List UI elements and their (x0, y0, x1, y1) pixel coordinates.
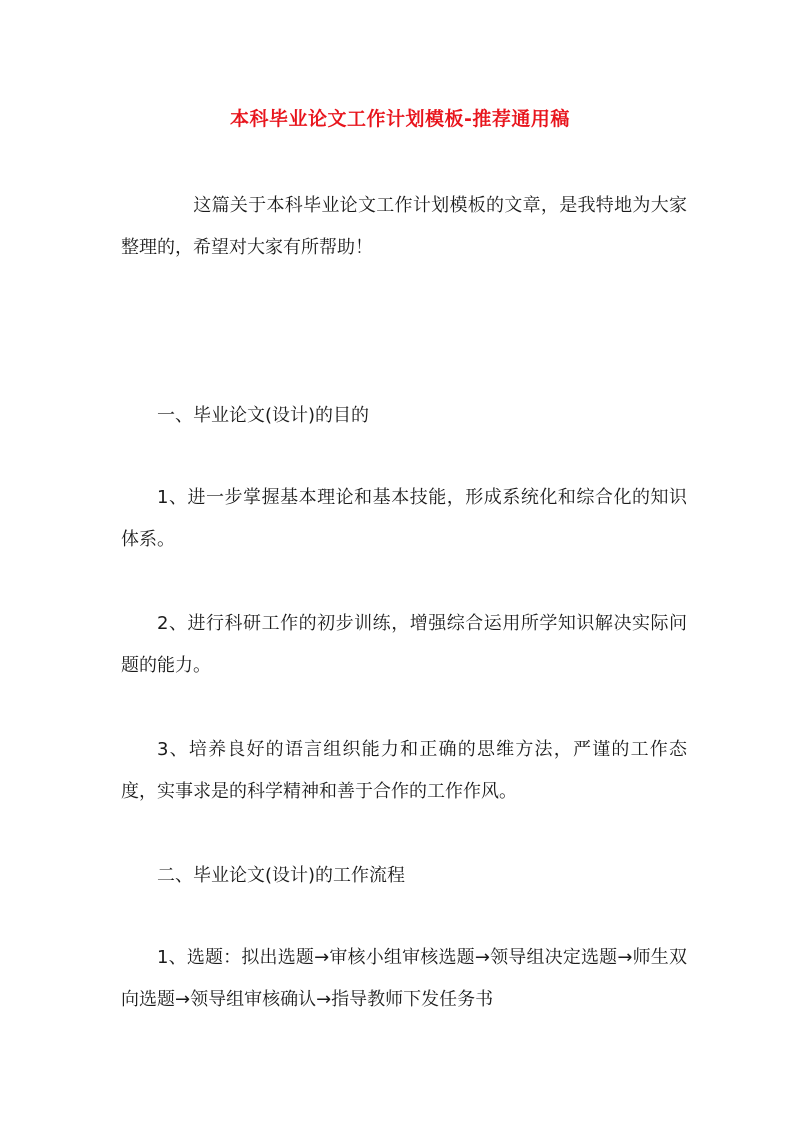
section-heading-text: 一、毕业论文(设计)的目的 (157, 405, 370, 426)
list-item (121, 477, 687, 561)
list-item-text: 1、进一步掌握基本理论和基本技能，形成系统化和综合化的知识体系。 (121, 487, 687, 550)
list-item (121, 729, 687, 813)
intro-text: 这篇关于本科毕业论文工作计划模板的文章，是我特地为大家整理的，希望对大家有所帮助！ (121, 195, 687, 258)
list-item-text: 3、培养良好的语言组织能力和正确的思维方法，严谨的工作态度，实事求是的科学精神和善于合作的工作作风。 (121, 739, 687, 802)
document-title: 本科毕业论文工作计划模板-推荐通用稿 (230, 108, 570, 130)
list-item (121, 603, 687, 687)
list-item (121, 937, 687, 1021)
list-item-text: 2、进行科研工作的初步训练，增强综合运用所学知识解决实际问题的能力。 (121, 613, 687, 676)
list-item-text: 1、选题：拟出选题→审核小组审核选题→领导组决定选题→师生双向选题→领导组审核确认→指导教师下发任务书 (121, 947, 687, 1010)
section-heading-workflow (121, 855, 687, 897)
section-heading-purpose (121, 395, 687, 437)
section-heading-text: 二、毕业论文(设计)的工作流程 (157, 865, 406, 886)
intro-paragraph (121, 185, 687, 269)
